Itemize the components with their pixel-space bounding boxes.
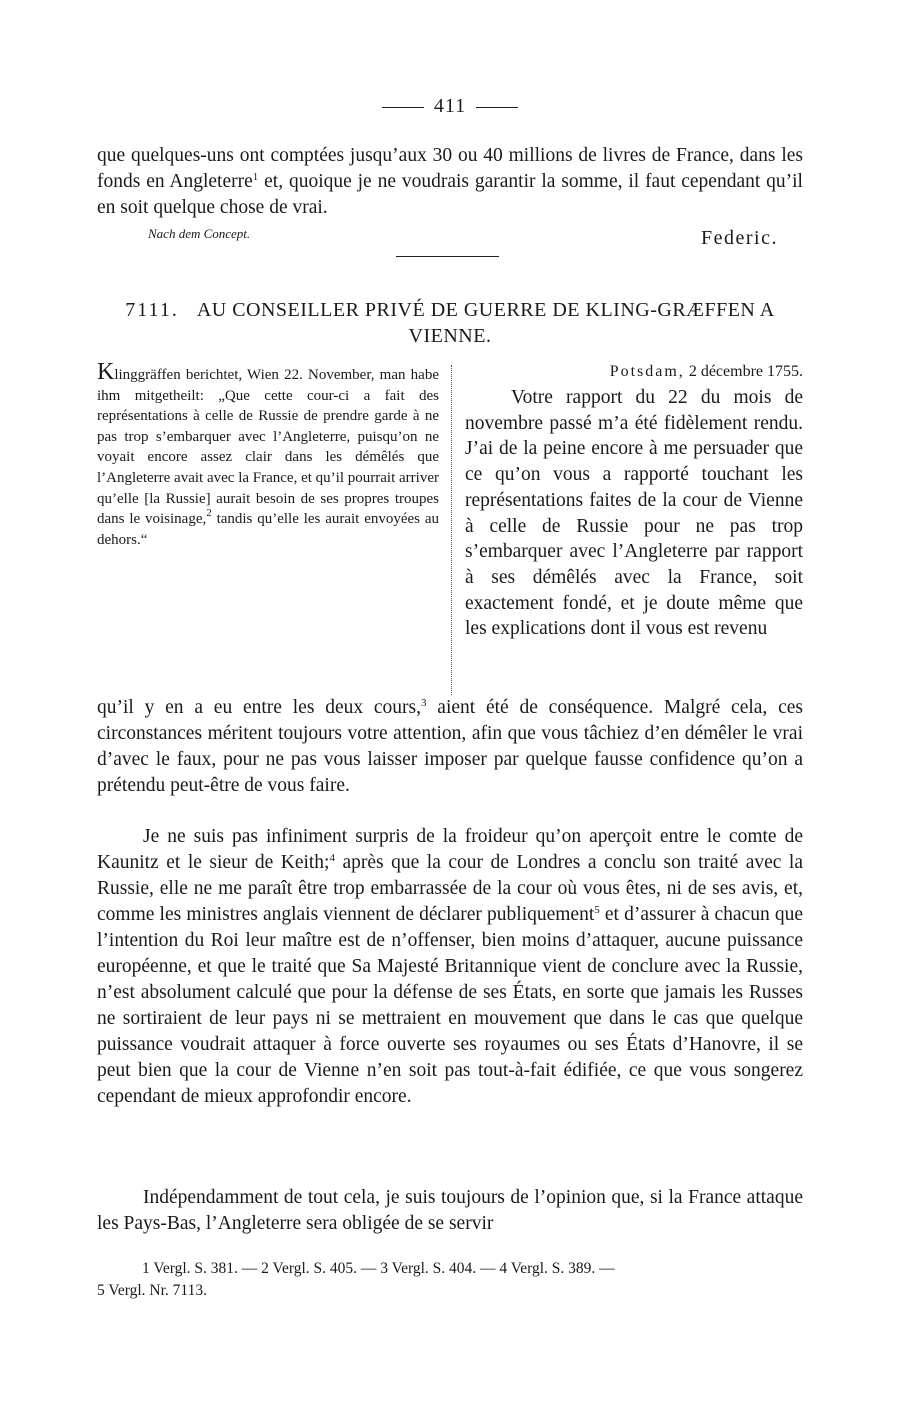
signature: Federic.	[701, 227, 778, 249]
paragraph-2-text-cont: après que la cour de Londres a conclu son traité avec la Russie, elle ne me paraît être trop embarrassée de la cour où vous êtes, ni de ses avis, et, comme les ministres anglais viennent de déclarer publiquement	[97, 852, 803, 925]
paragraph-2	[97, 824, 803, 1110]
letter-heading	[97, 297, 803, 349]
summary-text: linggräffen berichtet, Wien 22. November, man habe ihm mitgetheilt: „Que cette cour-ci a fait des représentations à celle de Russie de prendre garde à ne pas trop s’embarquer avec l’Angleterre, puisqu’on ne voyait encore assez clair dans les démêlés que l’Angleterre avait avec la France, et qu’il pourrait arriver qu’elle [la Russie] aurait besoin de ses propres troupes dans le voisinage,	[97, 367, 439, 528]
footnotes	[97, 1258, 803, 1302]
footnote-ref-5[interactable]: 5	[594, 904, 600, 916]
top-paragraph	[97, 143, 803, 221]
top-paragraph-text: que quelques-uns ont comptées jusqu’aux 30 ou 40 millions de livres de France, dans les fonds en Angleterre	[97, 145, 803, 192]
footnote-ref-2[interactable]: 2	[206, 507, 212, 520]
paragraph-2-text-end: et d’assurer à chacun que l’intention du Roi leur maître est de n’offenser, bien moins d’attaquer, aucune puissance européenne, et que le traité que Sa Majesté Britannique vient de conclure avec la Russie, n’est absolument calculé que pour la défense de ses États, en sorte que jamais les Russes ne sortiraient de leur pays ni se mettraient en mouvement que dans le cas que quelque puissance voudrait attaquer à force ouverte ses royaumes ou ses États d’Hanovre, il se peut bien que la cour de Vienne n’en soit pas tout-à-fait édifiée, ce que vous songerez cependant de mieux approfondir encore.	[97, 904, 803, 1107]
letter-title: AU CONSEILLER PRIVÉ DE GUERRE DE KLING-GRÆFFEN A VIENNE.	[196, 299, 775, 347]
section-rule	[396, 256, 499, 257]
header-dash-right	[476, 107, 518, 108]
footnote-ref-3[interactable]: 3	[421, 697, 427, 709]
letter-body-start: Votre rapport du 22 du mois de novembre passé m’a été fidèlement rendu. J’ai de la peine encore à me persuader que ce qu’on vous a rapporté touchant les représentations faites de la cour de Vienne à celle de Russie pour ne pas trop s’embarquer avec l’Angleterre par rapport à ses démêlés avec la France, soit exactement fondé, et je doute même que les explications dont il vous est revenu	[465, 387, 803, 640]
concept-note: Nach dem Concept.	[148, 226, 251, 241]
top-paragraph-text-cont: et, quoique je ne voudrais garantir la somme, il faut cependant qu’il en soit quelque chose de vrai.	[97, 171, 803, 218]
summary-text-cont: tandis qu’elle les aurait envoyées au dehors.“	[97, 511, 439, 548]
footnote-ref-4[interactable]: 4	[329, 852, 335, 864]
paragraph-3: Indépendamment de tout cela, je suis toujours de l’opinion que, si la France attaque les Pays-Bas, l’Angleterre sera obligée de se servir	[97, 1187, 803, 1234]
dateline-date: 2 décembre 1755.	[688, 363, 803, 380]
paragraph-2-text: Je ne suis pas infiniment surpris de la froideur qu’on aperçoit entre le comte de Kaunitz et le sieur de Keith;	[97, 826, 803, 873]
page-number: 411	[433, 95, 467, 117]
column-divider	[451, 365, 452, 695]
body-continue-text-cont: aient été de conséquence. Malgré cela, ces circonstances méritent toujours votre attention, afin que vous tâchiez d’en démêler le vrai d’avec le faux, pour ne pas vous laisser imposer par quelque fausse confidence qu’on a prétendu peut-être de vous faire.	[97, 697, 803, 796]
letter-column	[465, 361, 803, 642]
dateline-place: Potsdam,	[609, 363, 685, 380]
footnote-line-2: 5 Vergl. Nr. 7113.	[97, 1282, 207, 1299]
footnote-ref-1[interactable]: 1	[252, 171, 259, 183]
letter-number: 7111.	[125, 299, 179, 321]
summary-dropcap: K	[97, 359, 115, 385]
footnote-line-1: 1 Vergl. S. 381. — 2 Vergl. S. 405. — 3 Vergl. S. 404. — 4 Vergl. S. 389. —	[142, 1260, 615, 1277]
page-header	[0, 95, 900, 118]
body-continue-text: qu’il y en a eu entre les deux cours,	[97, 697, 421, 718]
letter-body-continued	[97, 695, 803, 799]
summary-column	[97, 359, 439, 550]
dateline	[465, 361, 803, 383]
header-dash-left	[382, 107, 424, 108]
